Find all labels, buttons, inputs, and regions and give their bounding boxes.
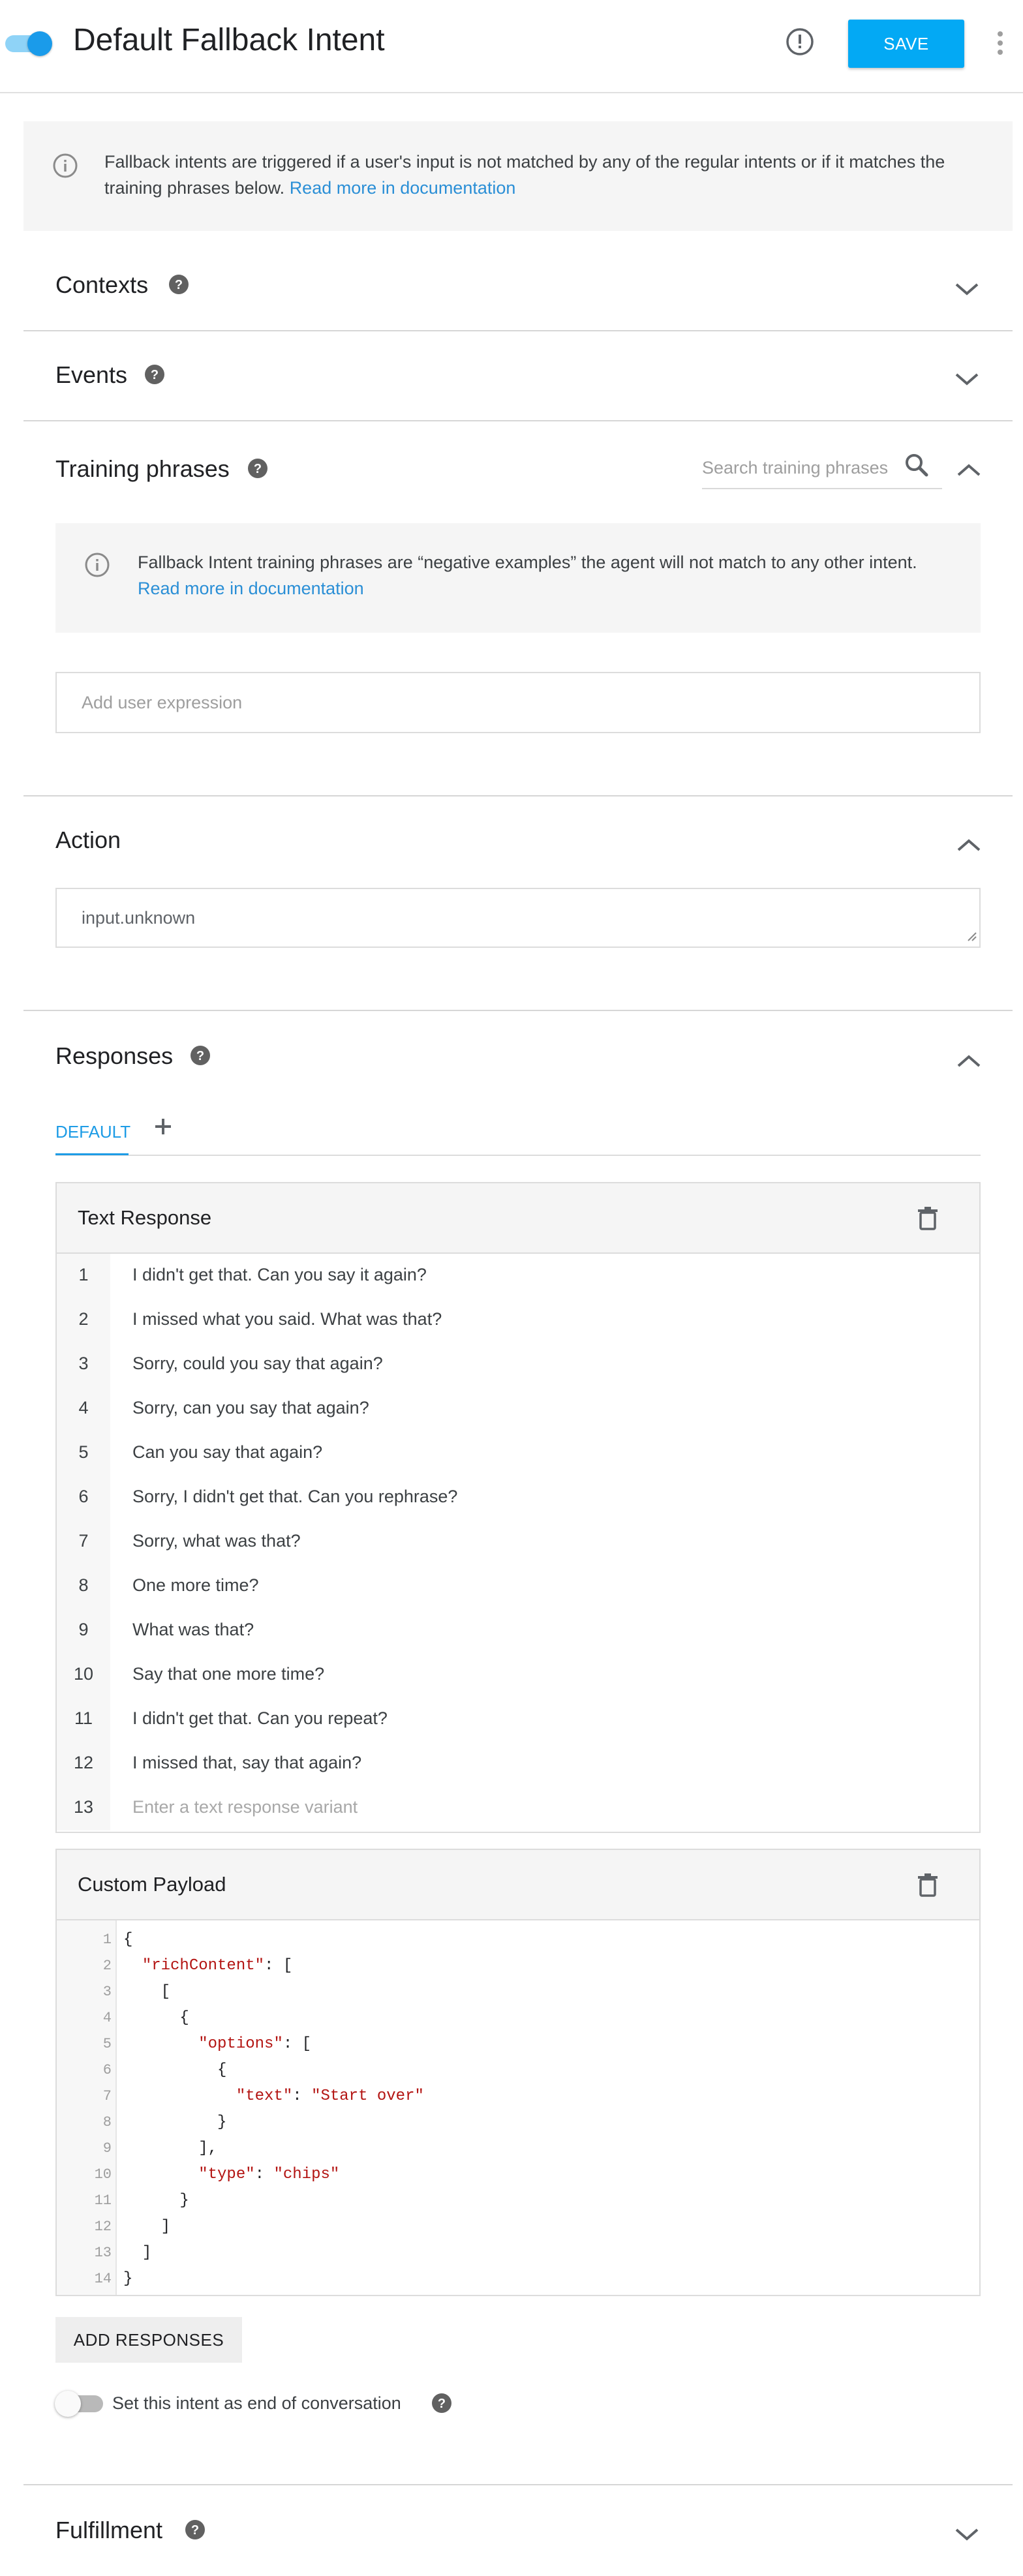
chevron-up-icon[interactable] [954, 836, 983, 855]
new-response-input[interactable]: Enter a text response variant [132, 1797, 358, 1817]
help-icon[interactable] [144, 364, 165, 385]
code-line-number: 6 [102, 2062, 112, 2078]
text-response-card [55, 1182, 981, 1833]
svg-text:?: ? [174, 278, 183, 292]
chevron-down-icon[interactable] [953, 369, 981, 389]
response-text[interactable]: Can you say that again? [132, 1442, 323, 1462]
more-vert-icon[interactable] [992, 27, 1009, 59]
code-line [57, 2162, 979, 2188]
code-string: "chips" [273, 2166, 340, 2183]
response-text[interactable]: Sorry, I didn't get that. Can you rephrase? [132, 1487, 458, 1506]
read-more-link[interactable]: Read more in documentation [289, 178, 516, 198]
chevron-up-icon[interactable] [954, 1052, 983, 1071]
response-text[interactable]: One more time? [132, 1575, 259, 1595]
row-number: 1 [78, 1265, 89, 1284]
info-icon [52, 153, 78, 179]
code-punct: : [ [264, 1957, 293, 1975]
code-indent [123, 2244, 142, 2262]
text-response-row[interactable] [57, 1564, 979, 1609]
code-line [57, 2005, 979, 2031]
code-text [123, 2240, 151, 2266]
code-line-number: 2 [102, 1958, 112, 1974]
code-string: "options" [198, 2035, 283, 2053]
action-title[interactable]: Action [55, 826, 121, 853]
response-text[interactable]: I missed that, say that again? [132, 1753, 362, 1772]
code-indent [123, 2166, 198, 2183]
row-number: 5 [78, 1442, 89, 1462]
code-line-number: 13 [94, 2245, 112, 2261]
code-line [57, 1927, 979, 1953]
response-text[interactable]: What was that? [132, 1620, 254, 1639]
row-number: 8 [78, 1575, 89, 1595]
text-response-row[interactable] [57, 1520, 979, 1564]
trash-icon[interactable] [917, 1873, 939, 1897]
section-divider [23, 2484, 1013, 2485]
add-responses-button[interactable]: ADD RESPONSES [55, 2317, 242, 2363]
code-line [57, 1979, 979, 2005]
response-text[interactable]: I didn't get that. Can you repeat? [132, 1708, 388, 1728]
code-line [57, 2240, 979, 2266]
code-punct: { [217, 2061, 227, 2079]
chevron-down-icon[interactable] [953, 2524, 981, 2544]
code-line [57, 2266, 979, 2292]
responses-title[interactable]: Responses [55, 1042, 174, 1069]
code-indent [123, 2218, 161, 2235]
code-line [57, 2084, 979, 2110]
row-number: 13 [73, 1797, 94, 1817]
text-response-row[interactable] [57, 1742, 979, 1786]
code-punct: [ [160, 1983, 171, 2001]
section-divider [23, 420, 1013, 421]
text-response-header [57, 1183, 979, 1254]
text-response-title: Text Response [78, 1206, 212, 1229]
custom-payload-card [55, 1849, 981, 2296]
row-number: 9 [78, 1620, 89, 1639]
row-number: 11 [74, 1708, 93, 1728]
code-line [57, 2057, 979, 2084]
code-line [57, 2031, 979, 2057]
text-response-row[interactable] [57, 1342, 979, 1387]
code-text [123, 2031, 311, 2057]
training-phrases-info-banner [55, 523, 981, 633]
help-icon[interactable] [185, 2519, 206, 2540]
search-icon[interactable] [904, 453, 929, 477]
app-header [0, 0, 1023, 93]
info-icon [84, 552, 110, 578]
code-indent [123, 2035, 198, 2053]
code-text [123, 1953, 292, 1979]
end-of-conversation-label: Set this intent as end of conversation [112, 2393, 401, 2413]
svg-text:?: ? [437, 2397, 446, 2411]
save-button[interactable]: SAVE [848, 20, 964, 68]
code-text [123, 2057, 226, 2084]
svg-text:?: ? [253, 462, 262, 476]
code-line-number: 1 [102, 1932, 112, 1948]
code-text [123, 1927, 132, 1953]
row-number: 3 [78, 1354, 89, 1373]
section-divider [23, 795, 1013, 796]
training-banner-message: Fallback Intent training phrases are “negative examples” the agent will not match to any other intent. [138, 553, 917, 572]
text-response-row[interactable] [57, 1476, 979, 1520]
code-text [123, 1979, 170, 2005]
code-string: "text" [236, 2087, 293, 2105]
code-line [57, 2188, 979, 2214]
end-of-conversation-toggle[interactable] [55, 2390, 104, 2416]
code-line-number: 12 [94, 2219, 112, 2235]
response-text[interactable]: Sorry, can you say that again? [132, 1398, 369, 1417]
contexts-title[interactable]: Contexts [55, 271, 149, 298]
code-punct: ] [142, 2244, 152, 2262]
chevron-up-icon[interactable] [954, 461, 983, 480]
section-divider [23, 1010, 1013, 1011]
fallback-info-banner [23, 121, 1013, 231]
row-number: 12 [73, 1753, 94, 1772]
code-punct: { [179, 2009, 189, 2027]
chevron-down-icon[interactable] [953, 279, 981, 299]
help-icon[interactable] [431, 2393, 452, 2414]
text-response-row[interactable] [57, 1697, 979, 1742]
code-line-number: 11 [94, 2192, 112, 2209]
text-response-row[interactable] [57, 1254, 979, 1298]
response-text[interactable]: I didn't get that. Can you say it again? [132, 1265, 427, 1284]
code-indent [123, 2087, 236, 2105]
new-response-row[interactable] [57, 1786, 979, 1830]
response-text[interactable]: Sorry, could you say that again? [132, 1354, 383, 1373]
code-string: "Start over" [311, 2087, 424, 2105]
help-icon[interactable] [247, 458, 268, 479]
text-response-row[interactable] [57, 1431, 979, 1476]
code-indent [123, 1957, 142, 1975]
text-response-row[interactable] [57, 1653, 979, 1697]
alert-circle-icon[interactable] [785, 27, 815, 57]
code-punct: ], [198, 2140, 218, 2157]
text-response-row[interactable] [57, 1609, 979, 1653]
code-indent [123, 2140, 198, 2157]
active-tab-indicator [55, 1153, 129, 1155]
code-text [123, 2188, 189, 2214]
code-text [123, 2084, 424, 2110]
response-text[interactable]: I missed what you said. What was that? [132, 1309, 442, 1329]
code-text [123, 2162, 339, 2188]
response-text[interactable]: Sorry, what was that? [132, 1531, 301, 1551]
help-icon[interactable] [190, 1045, 211, 1066]
read-more-link[interactable]: Read more in documentation [138, 579, 364, 598]
row-number: 4 [78, 1398, 89, 1417]
custom-payload-header [57, 1850, 979, 1920]
code-indent [123, 2192, 179, 2209]
code-string: "type" [198, 2166, 255, 2183]
events-title[interactable]: Events [55, 361, 128, 388]
intent-enabled-toggle[interactable] [5, 31, 51, 56]
code-line-number: 5 [102, 2036, 112, 2052]
add-user-expression-input[interactable] [55, 672, 981, 733]
info-banner-message: Fallback intents are triggered if a user's input is not matched by any of the regular intents or if it matches the training phrases below. [104, 152, 945, 198]
search-input[interactable] [702, 451, 911, 484]
toggle-knob [27, 31, 52, 56]
code-punct: : [ [282, 2035, 312, 2053]
page-title: Default Fallback Intent [73, 23, 385, 57]
response-text[interactable]: Say that one more time? [132, 1664, 325, 1684]
row-number: 10 [73, 1664, 94, 1684]
code-line-number: 8 [102, 2114, 112, 2130]
code-punct: } [179, 2192, 189, 2209]
code-line-number: 7 [102, 2088, 112, 2104]
custom-payload-title: Custom Payload [78, 1873, 226, 1896]
code-line [57, 1953, 979, 1979]
code-line-number: 14 [94, 2271, 112, 2287]
code-line-number: 3 [102, 1984, 112, 2000]
code-punct: : [292, 2087, 312, 2105]
row-number: 6 [78, 1487, 89, 1506]
code-line-number: 4 [102, 2010, 112, 2026]
code-line [57, 2110, 979, 2136]
code-text [123, 2266, 132, 2292]
text-response-list [57, 1254, 979, 1830]
code-text [123, 2214, 170, 2240]
code-punct: : [254, 2166, 274, 2183]
code-indent [123, 2114, 217, 2131]
trash-icon[interactable] [917, 1207, 939, 1230]
training-banner-text [138, 549, 966, 601]
training-phrases-title[interactable]: Training phrases [55, 455, 230, 482]
code-punct: ] [160, 2218, 171, 2235]
svg-text:?: ? [196, 1049, 205, 1063]
code-punct: } [217, 2114, 227, 2131]
text-response-row[interactable] [57, 1298, 979, 1342]
code-text [123, 2005, 189, 2031]
code-string: "richContent" [142, 1957, 265, 1975]
code-indent [123, 2009, 179, 2027]
payload-code-editor[interactable] [57, 1920, 979, 2295]
code-punct: } [123, 2270, 133, 2288]
code-text [123, 2136, 217, 2162]
code-indent [123, 1983, 161, 2001]
row-number: 7 [78, 1531, 89, 1551]
svg-text:?: ? [150, 368, 159, 382]
code-indent [123, 2061, 217, 2079]
code-punct: { [123, 1931, 133, 1948]
svg-text:?: ? [191, 2523, 200, 2538]
tabs-divider [55, 1155, 981, 1156]
row-number: 2 [78, 1309, 89, 1329]
action-input[interactable] [55, 888, 981, 948]
section-divider [23, 330, 1013, 331]
info-banner-text [104, 149, 992, 201]
code-line [57, 2136, 979, 2162]
code-line-number: 9 [102, 2140, 112, 2157]
text-response-row[interactable] [57, 1387, 979, 1431]
code-text [123, 2110, 226, 2136]
toggle-knob [55, 2391, 81, 2417]
code-line [57, 2214, 979, 2240]
help-icon[interactable] [168, 274, 189, 295]
add-tab-icon[interactable] [152, 1115, 174, 1138]
fulfillment-title[interactable]: Fulfillment [55, 2517, 163, 2543]
code-line-number: 10 [94, 2166, 112, 2183]
resize-grip-icon[interactable] [964, 929, 977, 942]
tab-default[interactable]: DEFAULT [55, 1122, 131, 1142]
